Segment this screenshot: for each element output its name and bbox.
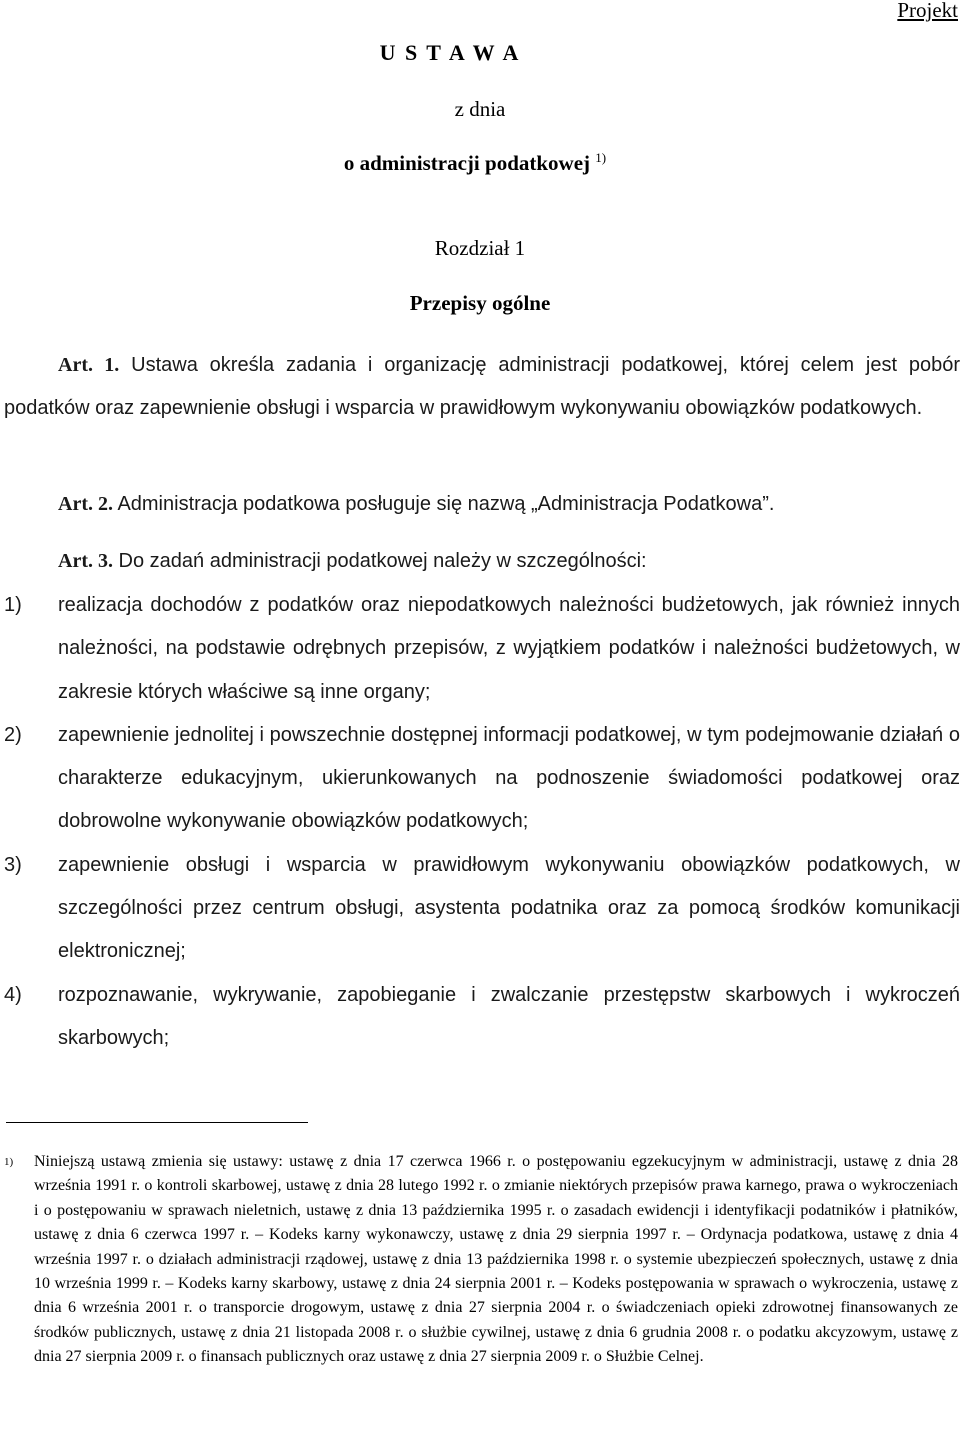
document-type-title: U S T A W A bbox=[379, 40, 521, 65]
list-item bbox=[4, 714, 960, 844]
article-3-text: Do zadań administracji podatkowej należy w szczególności: bbox=[118, 550, 647, 572]
article-3-label: Art. 3. bbox=[58, 550, 113, 572]
chapter-title: Przepisy ogólne bbox=[409, 291, 551, 315]
article-2 bbox=[58, 493, 958, 516]
list-item-number: 1) bbox=[4, 594, 22, 616]
list-item-text: rozpoznawanie, wykrywanie, zapobieganie i zwalczanie przestępstw skarbowych i wykroczeń skarbowych; bbox=[58, 983, 960, 1049]
footnote-separator bbox=[6, 1122, 308, 1123]
act-title bbox=[0, 150, 955, 176]
list-item-text: zapewnienie jednolitej i powszechnie dostępnej informacji podatkowej, w tym podejmowanie działań o charakterze edukacyjnym, ukierunkowanych na podnoszenie świadomości podatkowej oraz dobrowolne wykonywanie obowiązków podatkowych; bbox=[58, 723, 960, 833]
date-line: z dnia bbox=[454, 97, 506, 121]
article-3-list bbox=[4, 584, 960, 1060]
footnote-reference[interactable]: 1) bbox=[595, 150, 607, 165]
list-item-number: 4) bbox=[4, 983, 22, 1006]
footnote-text: Niniejszą ustawą zmienia się ustawy: ustawę z dnia 17 czerwca 1966 r. o postępowaniu egzekucyjnym w administracji, ustawę z dnia 28 września 1991 r. o kontroli skarbowej, ustawę z dnia 28 lutego 1992 r. o zmianie niektórych przepisów prawa karnego, prawa o wykroczeniach i o postępowaniu w sprawach nieletnich, ustawę z dnia 13 października 1995 r. o zasadach ewidencji i identyfikacji podatników i płatników, ustawę z dnia 6 czerwca 1997 r. – Kodeks karny wykonawczy, ustawę z dnia 29 sierpnia 1997 r. – Ordynacja podatkowa, ustawę z dnia 4 września 1997 r. o działach administracji rządowej, ustawę z dnia 13 października 1998 r. o systemie ubezpieczeń społecznych, ustawę z dnia 10 września 1999 r. – Kodeks karny skarbowy, ustawę z dnia 24 sierpnia 2001 r. – Kodeks postępowania w sprawach o wykroczenia, ustawę z dnia 6 września 2001 r. o transporcie drogowym, ustawę z dnia 27 sierpnia 2004 r. o świadczeniach opieki zdrowotnej finansowanych ze środków publicznych, ustawę z dnia 21 listopada 2008 r. o służbie cywilnej, ustawę z dnia 6 grudnia 2008 r. o podatku akcyzowym, ustawę z dnia 27 sierpnia 2009 r. o finansach publicznych oraz ustawę z dnia 27 sierpnia 2009 r. o Służbie Celnej. bbox=[34, 1153, 958, 1366]
list-item-text: zapewnienie obsługi i wsparcia w prawidłowym wykonywaniu obowiązków podatkowych, w szczególności przez centrum obsługi, asystenta podatnika oraz za pomocą środków komunikacji elektronicznej; bbox=[58, 853, 960, 963]
projekt-label: Projekt bbox=[897, 0, 958, 22]
article-1-label: Art. 1. bbox=[58, 354, 120, 376]
list-item-number: 3) bbox=[4, 853, 22, 876]
list-item-text: realizacja dochodów z podatków oraz niepodatkowych należności budżetowych, jak również innych należności, na podstawie odrębnych przepisów, z wyjątkiem podatków i należności budżetowych, w zakresie których właściwe są inne organy; bbox=[58, 594, 960, 703]
article-3 bbox=[58, 550, 958, 573]
article-2-label: Art. 2. bbox=[58, 493, 113, 515]
article-1-text: Ustawa określa zadania i organizację administracji podatkowej, której celem jest pobór podatków oraz zapewnienie obsługi i wsparcia w prawidłowym wykonywaniu obowiązków podatkowych. bbox=[4, 354, 960, 419]
chapter-number: Rozdział 1 bbox=[434, 236, 526, 260]
act-title-text: o administracji podatkowej bbox=[343, 151, 591, 175]
article-1 bbox=[4, 344, 960, 430]
list-item bbox=[4, 844, 960, 974]
article-2-text: Administracja podatkowa posługuje się nazwą „Administracja Podatkowa”. bbox=[117, 493, 775, 515]
footnote-mark: 1) bbox=[4, 1156, 14, 1168]
list-item bbox=[4, 584, 960, 714]
list-item-number: 2) bbox=[4, 723, 22, 746]
list-item bbox=[4, 974, 960, 1061]
footnote bbox=[4, 1150, 958, 1370]
